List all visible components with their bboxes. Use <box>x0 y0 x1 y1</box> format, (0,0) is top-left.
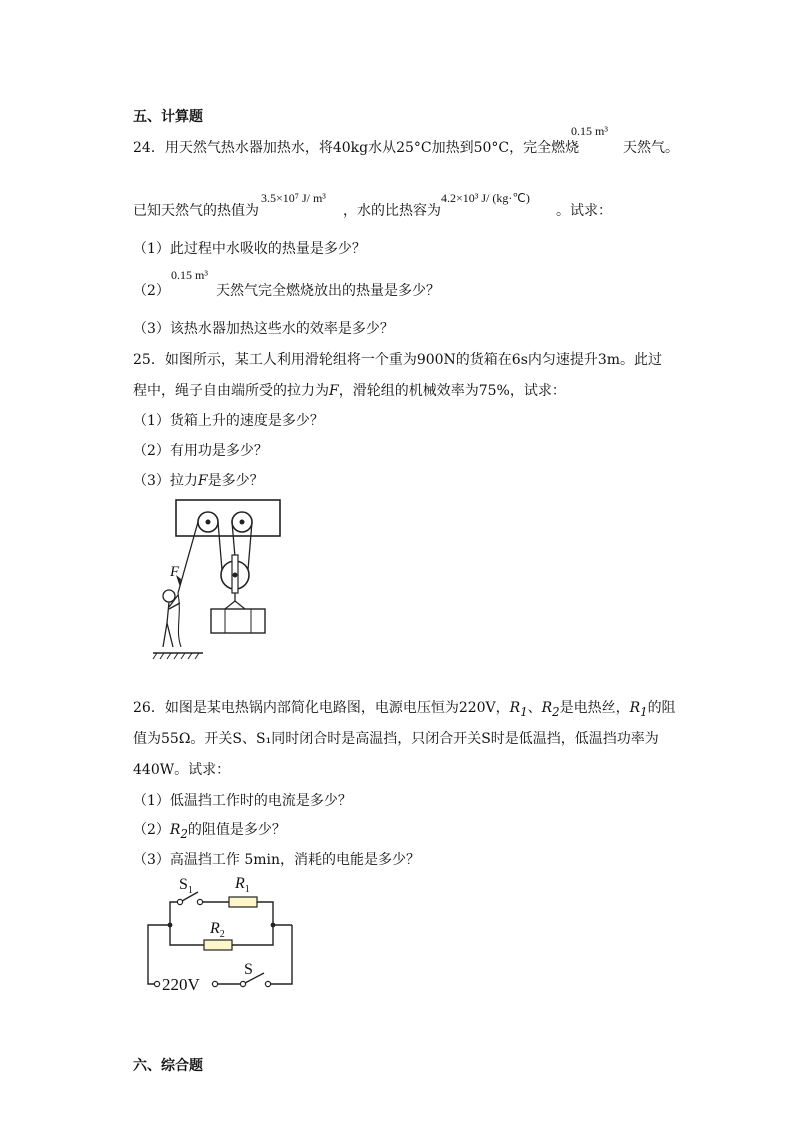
label-r2 <box>209 920 225 940</box>
q26-sub-1: （1）低温挡工作时的电流是多少？ <box>133 793 352 809</box>
label-r1 <box>234 875 250 895</box>
q25-force-symbol: F <box>329 383 339 399</box>
q24-sub-2-text: 天然气完全燃烧放出的热量是多少？ <box>216 283 440 299</box>
label-s: S <box>244 961 253 978</box>
label-r1-main: R <box>235 875 245 892</box>
q24-sub-3: （3）该热水器加热这些水的效率是多少？ <box>133 321 394 337</box>
q26-sub-2 <box>133 819 286 841</box>
worker-body <box>163 595 180 647</box>
label-s1-sub: 1 <box>187 885 193 896</box>
rope-tail <box>178 593 181 647</box>
q26-line1 <box>133 697 676 719</box>
label-r2-sub: 2 <box>219 929 225 940</box>
q26-line1-c: 的阻 <box>647 700 676 716</box>
q26-sub-2-r: R <box>169 822 181 838</box>
q25-sub-3-b: 是多少？ <box>207 473 264 489</box>
section-heading-calculation: 五、计算题 <box>133 109 203 125</box>
label-voltage: 220V <box>162 975 200 994</box>
fixed-pulley-left-axle <box>206 520 211 525</box>
q26-line3: 440W。试求： <box>133 762 231 778</box>
switch-s-contact <box>265 981 270 986</box>
q25-sub-2: （2）有用功是多少？ <box>133 443 268 459</box>
q25-sub-3 <box>133 470 264 490</box>
source-terminal-right <box>212 981 217 986</box>
ceiling-beam <box>176 500 280 536</box>
q24-line2-c: 。试求： <box>556 203 612 219</box>
q24-sub-1: （1）此过程中水吸收的热量是多少？ <box>133 241 366 257</box>
q24-heat-value: 3.5×10⁷ J/ m³ <box>261 191 326 205</box>
cargo-box <box>211 609 265 633</box>
resistor-r1 <box>229 897 257 907</box>
figure-force-label: F <box>170 564 180 580</box>
ground-hatch <box>153 653 199 659</box>
q26-line1-a: 26．如图是某电热锅内部简化电路图，电源电压恒为220V， <box>133 700 510 716</box>
label-s1 <box>179 876 193 896</box>
hook-right <box>235 601 245 609</box>
q25-line2 <box>133 380 566 400</box>
q25-line1: 25．如图所示，某工人利用滑轮组将一个重为900N的货箱在6s内匀速提升3m。此过 <box>133 352 663 368</box>
q25-line2-b: ，滑轮组的机械效率为75%，试求： <box>338 383 566 399</box>
q24-sub-2-volume: 0.15 m³ <box>171 268 208 282</box>
q24-specific-heat: 4.2×10³ J/ (kg·℃) <box>441 191 530 205</box>
switch-s1-pivot <box>177 899 182 904</box>
q26-r1-sub: 1 <box>520 704 528 719</box>
section-heading-comprehensive: 六、综合题 <box>133 1058 203 1074</box>
branch-top-right <box>257 902 273 925</box>
q26-sub-2-sub: 2 <box>180 826 188 841</box>
q24-sub-2-prefix: （2） <box>133 283 170 299</box>
q24-line1-end: 天然气。 <box>623 140 679 156</box>
hook-left <box>225 601 235 609</box>
q25-sub-3-a: （3）拉力 <box>133 473 198 489</box>
moving-pulley-axle <box>233 573 238 578</box>
q26-line1-b: 是电热丝， <box>559 700 630 716</box>
worker-head <box>163 590 175 602</box>
q24-line2-a: 已知天然气的热值为 <box>133 203 259 219</box>
q26-r1b-sub: 1 <box>640 704 648 719</box>
q26-sub-2-a: （2） <box>133 822 170 838</box>
branch-top-left <box>170 902 177 925</box>
q25-line2-a: 程中，绳子自由端所受的拉力为 <box>133 383 329 399</box>
q26-sub-2-b: 的阻值是多少？ <box>187 822 286 838</box>
q26-sep: 、 <box>527 700 542 716</box>
resistor-r2 <box>204 940 232 950</box>
pulley-figure <box>145 495 295 670</box>
label-s1-main: S <box>179 876 188 893</box>
q25-sub-3-force: F <box>197 473 208 489</box>
q26-sub-3: （3）高温挡工作 5min，消耗的电能是多少？ <box>133 852 421 868</box>
circuit-diagram <box>140 868 310 1000</box>
q26-r1: R <box>509 700 521 716</box>
q26-r2: R <box>541 700 553 716</box>
switch-s-pivot <box>240 981 245 986</box>
q26-r1b: R <box>629 700 641 716</box>
switch-s1-contact <box>197 899 202 904</box>
source-terminal-left <box>154 981 159 986</box>
q26-line2: 值为55Ω。开关S、S₁同时闭合时是高温挡，只闭合开关S时是低温挡，低温挡功率为 <box>133 731 659 747</box>
q25-sub-1: （1）货箱上升的速度是多少？ <box>133 413 324 429</box>
label-r2-main: R <box>210 920 220 937</box>
q24-line1 <box>133 137 579 157</box>
q26-r2-sub: 2 <box>552 704 560 719</box>
q24-line1-text: 24．用天然气热水器加热水，将40kg水从25°C加热到50°C，完全燃烧 <box>133 140 580 156</box>
fixed-pulley-right-axle <box>240 520 245 525</box>
q24-line2-b: ，水的比热容为 <box>343 203 441 219</box>
label-r1-sub: 1 <box>244 884 250 895</box>
q24-volume: 0.15 m³ <box>571 124 608 138</box>
